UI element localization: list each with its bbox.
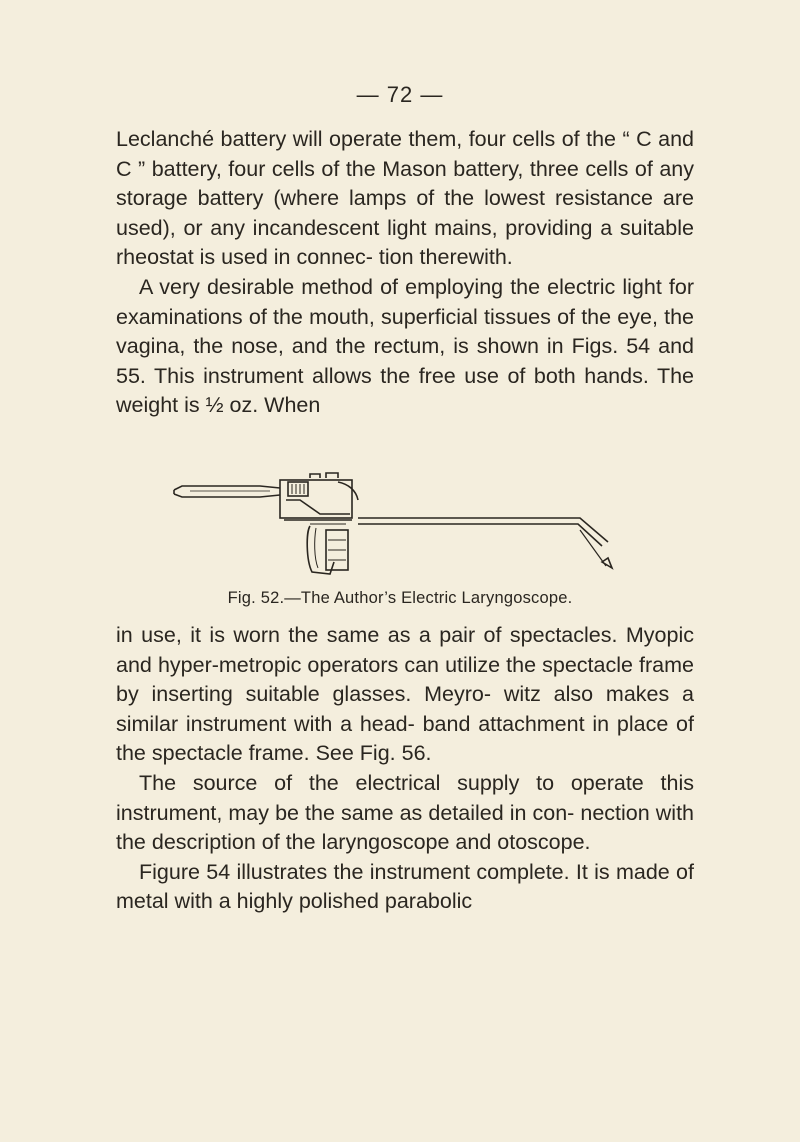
paragraph-continuation: Leclanché battery will operate them, four cells of the “ C and C ” battery, four cells of the Mason battery, three cells of any storage battery (where lamps of the lowest resistance are used), or any incandescent light mains, providing a suitable rheostat is used in connec- tion therewith.: [116, 127, 694, 270]
paragraph-electric-light: A very desirable method of employing the electric light for examinations of the mouth, superficial tissues of the eye, the vagina, the nose, and the rectum, is shown in Figs. 54 and 55. This instrument allows the free use of both hands. The weight is ½ oz. When: [116, 274, 694, 418]
bulb-shade: [315, 528, 318, 568]
body-text-bottom: [116, 621, 694, 917]
housing-window: [288, 482, 308, 496]
housing-inner-curve: [286, 500, 350, 514]
housing-cap-right: [326, 473, 338, 478]
tube-lower: [358, 524, 602, 546]
tube-upper: [358, 518, 608, 542]
paragraph-electrical-supply: The source of the electrical supply to operate this instrument, may be the same as detailed in con- nection with the description of the laryngoscope and otoscope.: [116, 770, 694, 855]
battery-lines: [328, 540, 346, 560]
housing-grille: [292, 484, 304, 494]
mirror-tip: [602, 558, 612, 568]
body-text-top: [116, 125, 694, 421]
paragraph-spectacles: in use, it is worn the same as a pair of spectacles. Myopic and hyper-metropic operators can utilize the spectacle frame by inserting suitable glasses. Meyro- witz also makes a similar instrument with a head- band attachment in place of the spectacle frame. See Fig. 56.: [116, 623, 694, 766]
laryngoscope-illustration: [160, 470, 640, 582]
cord-tube-lower: [174, 494, 280, 497]
housing-body: [280, 480, 352, 518]
housing-cap-left: [310, 474, 320, 478]
cord-tube-upper: [174, 486, 280, 490]
page-number: — 72 —: [356, 82, 444, 107]
figure-caption: Fig. 52.—The Author’s Electric Laryngoscope.: [227, 589, 573, 607]
housing-curve: [338, 482, 358, 500]
laryngoscope-figure: [160, 470, 640, 582]
mirror-stem: [580, 530, 606, 566]
paragraph-figure-54: Figure 54 illustrates the instrument complete. It is made of metal with a highly polished parabolic: [116, 859, 694, 914]
